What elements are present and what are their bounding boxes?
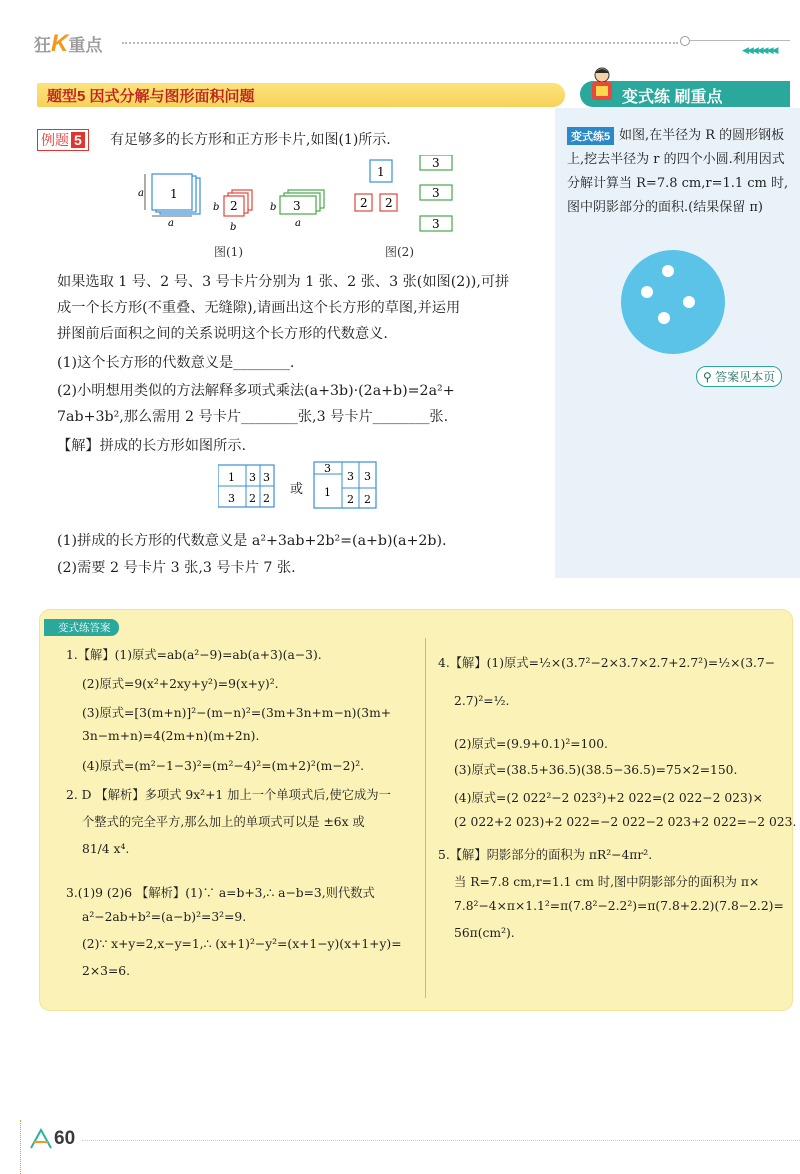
grid-cell: 2 <box>364 493 371 506</box>
footer-rule <box>82 1140 800 1141</box>
large-circle <box>621 250 725 354</box>
answers-tag: 变式练答案 <box>44 619 119 636</box>
figure-2-cards <box>350 155 460 235</box>
card-3-label: 3 <box>293 199 301 213</box>
header-rule <box>690 40 790 41</box>
grid-cell: 2 <box>263 492 270 505</box>
header-ring-icon <box>680 36 690 46</box>
or-label: 或 <box>290 482 304 497</box>
card-1-label: 1 <box>170 187 178 201</box>
mascot-icon <box>586 66 618 106</box>
practice-tag: 变式练5 <box>567 127 614 145</box>
steel-plate-figure <box>618 250 728 360</box>
fig2-card: 1 <box>377 165 385 179</box>
section-title: 题型5 因式分解与图形面积问题 <box>47 88 255 105</box>
practice-header-label: 变式练 刷重点 <box>622 89 723 106</box>
answer-line: 5.【解】阴影部分的面积为 πR²−4πr². <box>438 848 653 862</box>
fig2-card: 3 <box>432 217 440 231</box>
dim-label: b <box>230 222 237 233</box>
small-circle-hole <box>662 265 674 277</box>
grid-cell: 3 <box>347 470 354 483</box>
dim-label: b <box>270 202 277 213</box>
grid-cell: 3 <box>228 492 235 505</box>
answer-line: 2. D 【解析】多项式 9x²+1 加上一个单项式后,使它成为一 <box>66 788 391 802</box>
small-circle-hole <box>683 296 695 308</box>
grid-cell: 3 <box>364 470 371 483</box>
example-body-line: 拼图前后面积之间的关系说明这个长方形的代数意义. <box>57 326 388 342</box>
answer-reference: ⚲ 答案见本页 <box>696 366 782 387</box>
grid-cell: 1 <box>228 471 235 484</box>
small-circle-hole <box>658 312 670 324</box>
solution-line-1: (1)拼成的长方形的代数意义是 a²+3ab+2b²=(a+b)(a+2b). <box>57 533 447 549</box>
card-2-label: 2 <box>230 199 238 213</box>
answer-line: 3n−m+n)=4(2m+n)(m+2n). <box>82 729 260 743</box>
answer-line: (3)原式=(38.5+36.5)(38.5−36.5)=75×2=150. <box>454 763 738 777</box>
grid-cell: 3 <box>324 462 331 475</box>
grid-cell: 3 <box>263 471 270 484</box>
answer-line: (4)原式=(2 022²−2 023²)+2 022=(2 022−2 023)× <box>454 791 763 805</box>
example-tag: 例题 5 <box>37 129 89 151</box>
figure-1-cards <box>130 168 340 238</box>
solution-intro: 【解】拼成的长方形如图所示. <box>57 438 246 454</box>
answer-line: (2)∵ x+y=2,x−y=1,∴ (x+1)²−y²=(x+1−y)(x+1+y)= <box>82 937 402 951</box>
fig2-card: 2 <box>385 196 393 210</box>
answer-line: (4)原式=(m²−1−3)²=(m²−4)²=(m+2)²(m−2)². <box>82 759 365 773</box>
section-title-bar <box>37 83 565 107</box>
grid-cell: 2 <box>249 492 256 505</box>
practice-problem-text: 如图,在半径为 R 的圆形钢板上,挖去半径为 r 的四个小圆.利用因式分解计算当 R=7.8 cm,r=1.1 cm 时,图中阴影部分的面积.(结果保留 π) <box>567 128 789 215</box>
example-body-line: 如果选取 1 号、2 号、3 号卡片分别为 1 张、2 张、3 张(如图(2)),可拼 <box>57 274 510 290</box>
example-body-line: 成一个长方形(不重叠、无缝隙),请画出这个长方形的草图,并运用 <box>57 300 461 316</box>
answer-line: 当 R=7.8 cm,r=1.1 cm 时,图中阴影部分的面积为 π× <box>454 875 760 889</box>
dim-label: b <box>213 202 220 213</box>
dim-label: a <box>138 188 144 199</box>
grid-cell: 3 <box>249 471 256 484</box>
answer-line: 56π(cm²). <box>454 926 515 940</box>
grid-cell: 2 <box>347 493 354 506</box>
header-dotted-line <box>122 42 678 44</box>
answer-line: 2×3=6. <box>82 964 130 978</box>
answer-line: (2)原式=9(x²+2xy+y²)=9(x+y)². <box>82 677 279 691</box>
fig2-card: 2 <box>360 196 368 210</box>
question-2-line-2: 7ab+3b²,那么需用 2 号卡片________张,3 号卡片________张. <box>57 409 449 425</box>
answer-line: (2 022+2 023)+2 022=−2 022−2 023+2 022=−2 023. <box>454 815 797 829</box>
answer-line: a²−2ab+b²=(a−b)²=3²=9. <box>82 910 247 924</box>
small-circle-hole <box>641 286 653 298</box>
figure-2-caption: 图(2) <box>385 245 414 259</box>
answer-line: 个整式的完全平方,那么加上的单项式可以是 ±6x 或 <box>82 815 365 829</box>
answers-divider <box>425 638 426 998</box>
answer-line: 81/4 x⁴. <box>82 842 130 856</box>
answer-line: 1.【解】(1)原式=ab(a²−9)=ab(a+3)(a−3). <box>66 648 322 662</box>
compass-icon <box>28 1128 54 1150</box>
page-number: 60 <box>54 1128 76 1149</box>
answer-line: 3.(1)9 (2)6 【解析】(1)∵ a=b+3,∴ a−b=3,则代数式 <box>66 886 375 900</box>
answer-line: 4.【解】(1)原式=½×(3.7²−2×3.7×2.7+2.7²)=½×(3.7− <box>438 656 776 670</box>
fig2-card: 3 <box>432 186 440 200</box>
figure-1-caption: 图(1) <box>214 245 243 259</box>
dim-label: a <box>295 218 301 229</box>
header-arrows-icon: ◀◀◀◀◀◀◀ <box>742 46 777 56</box>
dim-label: a <box>168 218 174 229</box>
fig2-card: 3 <box>432 156 440 170</box>
answer-line: 7.8²−4×π×1.1²=π(7.8²−2.2²)=π(7.8+2.2)(7.8−2.2)= <box>454 899 784 913</box>
footer-margin-line <box>0 1120 21 1174</box>
question-2-line-1: (2)小明想用类似的方法解释多项式乘法(a+3b)·(2a+b)=2a²+ <box>57 383 455 399</box>
answer-line: (3)原式=[3(m+n)]²−(m−n)²=(3m+3n+m−n)(3m+ <box>82 706 392 720</box>
solution-line-2: (2)需要 2 号卡片 3 张,3 号卡片 7 张. <box>57 560 296 576</box>
example-intro: 有足够多的长方形和正方形卡片,如图(1)所示. <box>110 132 391 148</box>
grid-cell: 1 <box>324 486 331 499</box>
question-1: (1)这个长方形的代数意义是________. <box>57 355 295 371</box>
answer-line: (2)原式=(9.9+0.1)²=100. <box>454 737 608 751</box>
answer-line: 2.7)²=½. <box>454 694 510 708</box>
brand-logo: 狂K重点 <box>34 30 103 57</box>
pin-icon: ⚲ <box>703 370 716 384</box>
